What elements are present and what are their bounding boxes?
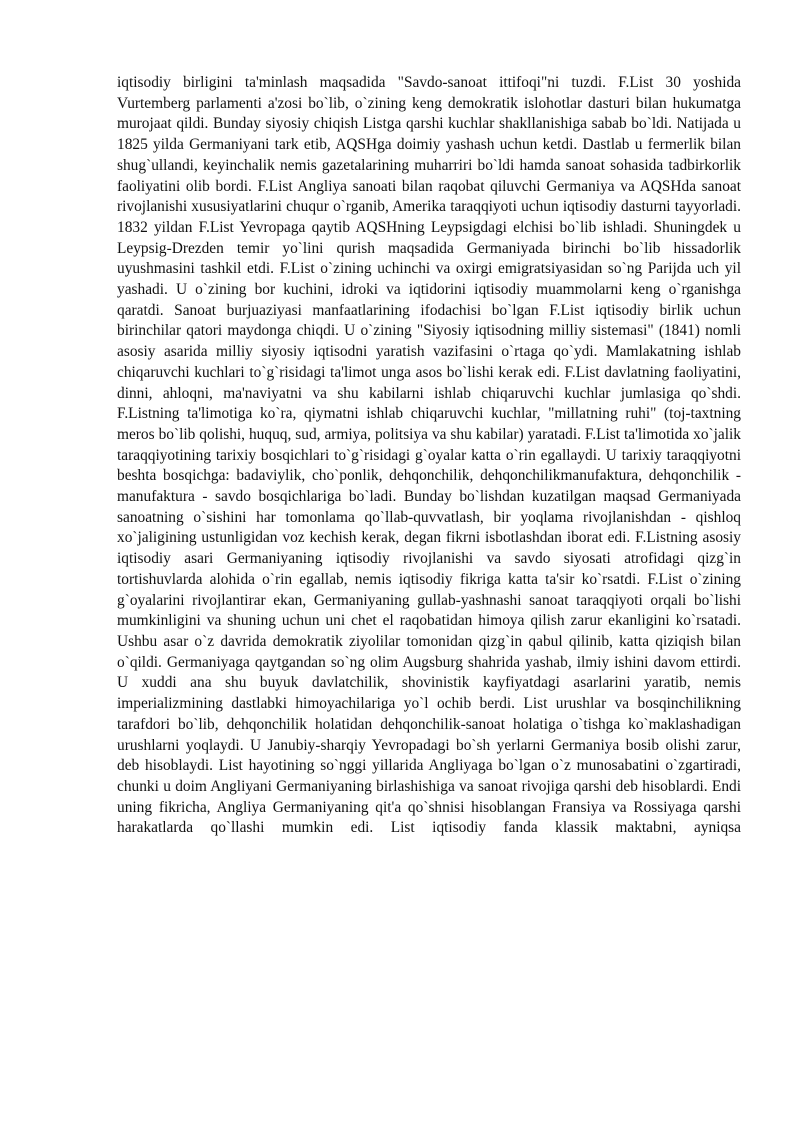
document-page [117,73,741,839]
body-paragraph: iqtisodiy birligini ta'minlash maqsadida "Savdo-sanoat ittifoqi"ni tuzdi. F.List 30 yoshida Vurtemberg parlamenti a'zosi bo`lib, o`zining keng demokratik islohotlar dasturi bilan hukumatga murojaat qildi. Bunday siyosiy chiqish Listga qarshi kuchlar shakllanishiga sabab bo`ldi. Natijada u 1825 yilda Germaniyani tark etib, AQSHga doimiy yashash uchun ketdi. Dastlab u fermerlik bilan shug`ullandi, keyinchalik nemis gazetalarining muharriri bo`ldi hamda sanoat sohasida tadbirkorlik faoliyatini olib bordi. F.List Angliya sanoati bilan raqobat qiluvchi Germaniya va AQSHda sanoat rivojlanishi xususiyatlarini chuqur o`rganib, Amerika taraqqiyoti uchun iqtisodiy dasturni tayyorladi. 1832 yildan F.List Yevropaga qaytib AQSHning Leypsigdagi elchisi bo`lib ishladi. Shuningdek u Leypsig-Drezden temir yo`lini qurish maqsadida Germaniyada birinchi bo`lib hissadorlik uyushmasini tashkil etdi. F.List o`zining uchinchi va oxirgi emigratsiyasidan so`ng Parijda uch yil yashadi. U o`zining bor kuchini, idroki va iqtidorini iqtisodiy muammolarni keng o`rganishga qaratdi. Sanoat burjuaziyasi manfaatlarining ifodachisi bo`lgan F.List iqtisodiy birlik uchun birinchilar qatori maydonga chiqdi. U o`zining "Siyosiy iqtisodning milliy sistemasi" (1841) nomli asosiy asarida milliy siyosiy iqtisodni yaratish vazifasini o`rtaga qo`ydi. Mamlakatning ishlab chiqaruvchi kuchlari to`g`risidagi ta'limot unga asos bo`lishi kerak edi. F.List davlatning faoliyatini, dinni, ahloqni, ma'naviyatni va shu kabilarni ishlab chiqaruvchi kuchlar jumlasiga qo`shdi. F.Listning ta'limotiga ko`ra, qiymatni ishlab chiqaruvchi kuchlar, "millatning ruhi" (toj-taxtning meros bo`lib qolishi, huquq, sud, armiya, politsiya va shu kabilar) yaratadi. F.List ta'limotida xo`jalik taraqqiyotining tarixiy bosqichlari to`g`risidagi g`oyalar katta o`rin egallaydi. U tarixiy taraqqiyotni beshta bosqichga: badaviylik, cho`ponlik, dehqonchilik, dehqonchilikmanufaktura, dehqonchilik - manufaktura - savdo bosqichlariga bo`ladi. Bunday bo`lishdan kuzatilgan maqsad Germaniyada sanoatning o`sishini har tomonlama qo`llab-quvvatlash, bir yoqlama rivojlanishdan - qishloq xo`jaligining ustunligidan voz kechish kerak, degan fikrni isbotlashdan iborat edi. F.Listning asosiy iqtisodiy asari Germaniyaning iqtisodiy rivojlanishi va savdo siyosati atrofidagi qizg`in tortishuvlarda alohida o`rin egallab, nemis iqtisodiy fikriga katta ta'sir ko`rsatdi. F.List o`zining g`oyalarini rivojlantirar ekan, Germaniyaning gullab-yashnashi sanoat taraqqiyoti orqali bo`lishi mumkinligini va shuning uchun uni chet el raqobatidan himoya qilish zarur ekanligini ko`rsatadi. Ushbu asar o`z davrida demokratik ziyolilar tomonidan qizg`in qabul qilinib, katta qiziqish bilan o`qildi. Germaniyaga qaytgandan so`ng olim Augsburg shahrida yashab, ilmiy ishini davom ettirdi. U xuddi ana shu buyuk davlatchilik, shovinistik kayfiyatdagi asarlarini yaratib, nemis imperializmining dastlabki himoyachilariga yo`l ochib berdi. List urushlar va bosqinchilikning tarafdori bo`lib, dehqonchilik holatidan dehqonchilik-sanoat holatiga o`tishga ko`maklashadigan urushlarni yoqlaydi. U Janubiy-sharqiy Yevropadagi bo`sh yerlarni Germaniya bosib olishi zarur, deb hisoblaydi. List hayotining so`nggi yillarida Angliyaga bo`lgan o`z munosabatini o`zgartiradi, chunki u doim Angliyani Germaniyaning birlashishiga va sanoat rivojiga qarshi deb hisoblardi. Endi uning fikricha, Angliya Germaniyaning qit'a qo`shnisi hisoblangan Fransiya va Rossiyaga qarshi harakatlarda qo`llashi mumkin edi. List iqtisodiy fanda klassik maktabni, ayniqsa [117,74,741,837]
